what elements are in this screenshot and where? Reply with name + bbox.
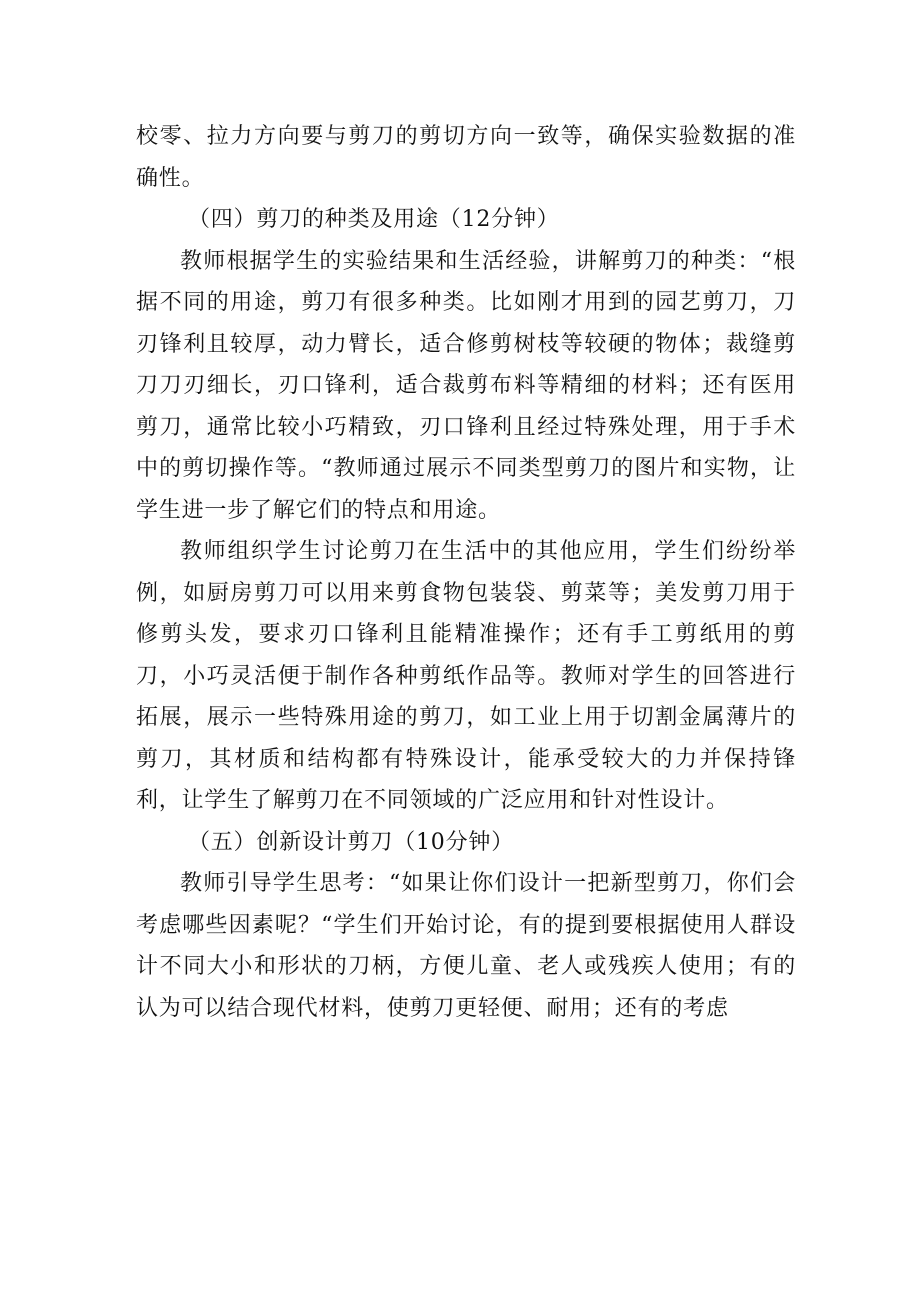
document-body [136,116,796,1029]
paragraph-innovative-design: 教师引导学生思考：“如果让你们设计一把新型剪刀，你们会考虑哪些因素呢？“学生们开始讨论，有的提到要根据使用人群设计不同大小和形状的刀柄，方便儿童、老人或残疾人使用；有的认为可以结合现代材料，使剪刀更轻便、耐用；还有的考虑 [136,871,796,1021]
section-heading-5: （五）创新设计剪刀（10分钟） [188,829,514,855]
paragraph-continuation: 校零、拉力方向要与剪刀的剪切方向一致等，确保实验数据的准确性。 [136,124,796,191]
paragraph-scissor-applications: 教师组织学生讨论剪刀在生活中的其他应用，学生们纷纷举例，如厨房剪刀可以用来剪食物包装袋、剪菜等；美发剪刀用于修剪头发，要求刃口锋利且能精准操作；还有手工剪纸用的剪刀，小巧灵活便于制作各种剪纸作品等。教师对学生的回答进行拓展，展示一些特殊用途的剪刀，如工业上用于切割金属薄片的剪刀，其材质和结构都有特殊设计，能承受较大的力并保持锋利，让学生了解剪刀在不同领域的广泛应用和针对性设计。 [136,539,796,813]
paragraph-scissor-types: 教师根据学生的实验结果和生活经验，讲解剪刀的种类：“根据不同的用途，剪刀有很多种类。比如刚才用到的园艺剪刀，刀刃锋利且较厚，动力臂长，适合修剪树枝等较硬的物体；裁缝剪刀刀刃细长，刃口锋利，适合裁剪布料等精细的材料；还有医用剪刀，通常比较小巧精致，刃口锋利且经过特殊处理，用于手术中的剪切操作等。“教师通过展示不同类型剪刀的图片和实物，让学生进一步了解它们的特点和用途。 [136,248,796,523]
section-heading-4: （四）剪刀的种类及用途（12分钟） [188,207,560,232]
